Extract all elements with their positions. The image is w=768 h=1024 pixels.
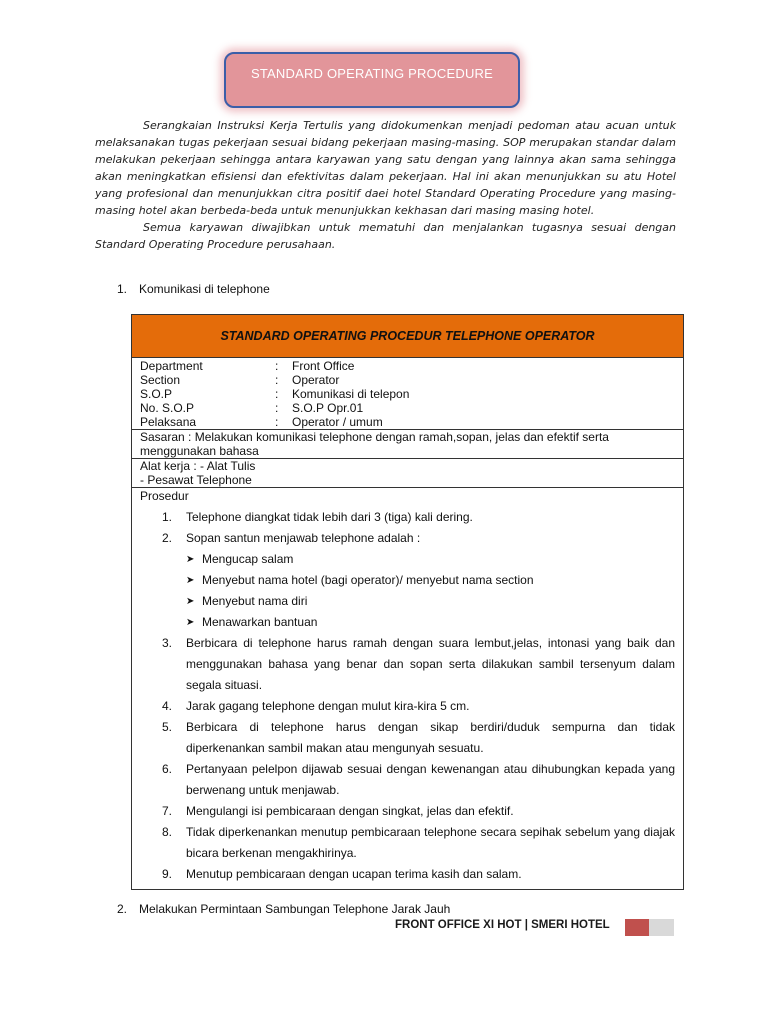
- meta-value: S.O.P Opr.01: [292, 401, 364, 415]
- section-number: 1.: [117, 282, 128, 296]
- meta-row: [140, 387, 675, 401]
- footer-text: FRONT OFFICE XI HOT | SMERI HOTEL: [395, 919, 610, 931]
- step-text: Berbicara di telephone harus dengan sikap berdiri/duduk sempurna dan tidak diperkenankan sambil makan atau mengunyah sesuatu.: [186, 720, 675, 755]
- step-number: 9.: [162, 867, 173, 881]
- steps-list: [140, 507, 675, 885]
- meta-value: Operator / umum: [292, 415, 383, 429]
- table-header: [132, 315, 683, 358]
- step-number: 4.: [162, 699, 173, 713]
- list-item: [140, 696, 675, 717]
- prosedur-block: [132, 488, 683, 889]
- bullet-item: [140, 549, 675, 570]
- list-item: [140, 822, 675, 864]
- step-number: 5.: [162, 720, 173, 734]
- title-banner: [224, 52, 520, 108]
- prosedur-label: Prosedur: [140, 489, 189, 503]
- bullet-item: [140, 612, 675, 633]
- meta-colon: :: [275, 359, 279, 373]
- meta-colon: :: [275, 387, 279, 401]
- arrow-bullet-icon: ➤: [186, 617, 195, 628]
- list-item: [140, 864, 675, 885]
- sasaran-text: Sasaran : Melakukan komunikasi telephone dengan ramah,sopan, jelas dan efektif serta menggunakan bahasa: [140, 430, 609, 458]
- step-number: 1.: [162, 510, 173, 524]
- alat-kerja-line-1: Alat kerja : - Alat Tulis: [140, 459, 256, 473]
- meta-key: Department: [140, 359, 203, 373]
- step-text: Sopan santun menjawab telephone adalah :: [186, 531, 421, 545]
- list-item: [140, 633, 675, 696]
- bullet-item: [140, 591, 675, 612]
- step-text: Berbicara di telephone harus ramah dengan suara lembut,jelas, intonasi yang baik dan menggunakan bahasa yang benar dan sopan serta dilakukan sambil tersenyum dalam segala situasi.: [186, 636, 675, 692]
- list-item: [140, 717, 675, 759]
- meta-row: [140, 401, 675, 415]
- step-number: 6.: [162, 762, 173, 776]
- intro-paragraph-2: Semua karyawan diwajibkan untuk mematuhi dan menjalankan tugasnya sesuai dengan Standard Operating Procedure perusahaan.: [95, 221, 676, 251]
- table-header-title: STANDARD OPERATING PROCEDUR TELEPHONE OPERATOR: [220, 329, 595, 343]
- meta-value: Front Office: [292, 359, 355, 373]
- bullet-item: [140, 570, 675, 591]
- arrow-bullet-icon: ➤: [186, 596, 195, 607]
- sasaran-block: [132, 430, 683, 459]
- meta-block: [132, 358, 683, 430]
- meta-row: [140, 373, 675, 387]
- list-item: [140, 801, 675, 822]
- arrow-bullet-icon: ➤: [186, 554, 195, 565]
- step-text: Tidak diperkenankan menutup pembicaraan telephone secara sepihak sebelum yang diajak bicara berkenan mengakhirinya.: [186, 825, 675, 860]
- meta-key: Section: [140, 373, 181, 387]
- footer-grey-block: [649, 919, 674, 936]
- intro-paragraph-1: Serangkaian Instruksi Kerja Tertulis yang didokumenkan menjadi pedoman atau acuan untuk melaksanakan tugas pekerjaan sesuai bidang pekerjaan masing-masing. SOP merupakan standar dalam melakukan pekerjaan sehingga antara karyawan yang satu dengan yang lainnya akan sama sehingga akan meningkatkan efisiensi dan efektivitas dalam pekerjaan. Hal ini akan menunjukkan su atu Hotel yang profesional dan menunjukkan citra positif daei hotel Standard Operating Procedure yang masing-masing hotel akan berbeda-beda untuk menunjukkan kekhasan dari masing masing hotel.: [95, 119, 676, 217]
- step-text: Jarak gagang telephone dengan mulut kira-kira 5 cm.: [186, 699, 470, 713]
- bullet-text: Mengucap salam: [202, 552, 294, 566]
- meta-key: S.O.P: [140, 387, 173, 401]
- step-number: 8.: [162, 825, 173, 839]
- list-item: [140, 759, 675, 801]
- footer-accent-block: [625, 919, 649, 936]
- step-text: Telephone diangkat tidak lebih dari 3 (tiga) kali dering.: [186, 510, 473, 524]
- bullet-text: Menawarkan bantuan: [202, 615, 318, 629]
- section-label: Melakukan Permintaan Sambungan Telephone Jarak Jauh: [139, 902, 451, 916]
- meta-colon: :: [275, 415, 279, 429]
- meta-row: [140, 359, 675, 373]
- meta-value: Operator: [292, 373, 340, 387]
- section-2-heading: [117, 902, 450, 916]
- step-text: Menutup pembicaraan dengan ucapan terima kasih dan salam.: [186, 867, 522, 881]
- bullet-text: Menyebut nama diri: [202, 594, 308, 608]
- section-label: Komunikasi di telephone: [139, 282, 270, 296]
- meta-value: Komunikasi di telepon: [292, 387, 410, 401]
- bullet-text: Menyebut nama hotel (bagi operator)/ menyebut nama section: [202, 573, 534, 587]
- step-number: 3.: [162, 636, 173, 650]
- step-text: Pertanyaan pelelpon dijawab sesuai dengan kewenangan atau dihubungkan kepada yang berwenang untuk menjawab.: [186, 762, 675, 797]
- step-text: Mengulangi isi pembicaraan dengan singkat, jelas dan efektif.: [186, 804, 514, 818]
- meta-key: No. S.O.P: [140, 401, 195, 415]
- sop-table: [131, 314, 684, 890]
- alat-kerja-line-2: - Pesawat Telephone: [140, 473, 252, 487]
- intro-text: [95, 117, 676, 253]
- meta-colon: :: [275, 373, 279, 387]
- section-number: 2.: [117, 902, 128, 916]
- step-number: 7.: [162, 804, 173, 818]
- alat-kerja-block: [132, 459, 683, 488]
- step-number: 2.: [162, 531, 173, 545]
- meta-key: Pelaksana: [140, 415, 197, 429]
- page-title: STANDARD OPERATING PROCEDURE: [250, 66, 494, 81]
- meta-colon: :: [275, 401, 279, 415]
- list-item: [140, 528, 675, 549]
- section-1-heading: [117, 282, 270, 296]
- meta-row: [140, 415, 675, 429]
- list-item: [140, 507, 675, 528]
- arrow-bullet-icon: ➤: [186, 575, 195, 586]
